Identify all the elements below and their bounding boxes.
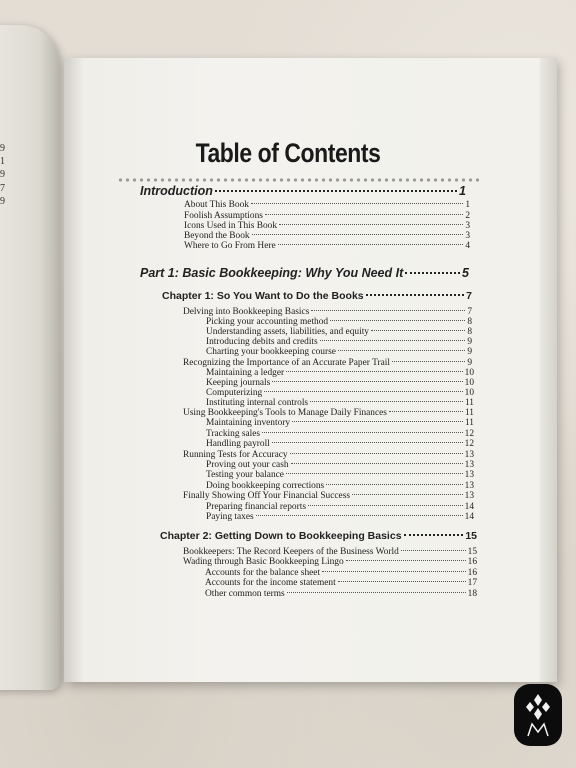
toc-entry xyxy=(184,200,470,210)
page-edge xyxy=(540,58,557,682)
toc-entry xyxy=(206,317,472,327)
toc-entry-title: Testing your balance xyxy=(206,470,284,480)
toc-page-number: 12 xyxy=(464,429,474,439)
toc-entry xyxy=(183,408,474,418)
toc-page-number: 13 xyxy=(464,450,474,460)
toc-page-number: 5 xyxy=(462,266,469,280)
toc-entry-title: Icons Used in This Book xyxy=(184,221,278,231)
left-page-number: 7 xyxy=(0,183,5,194)
toc-entry-title: Proving out your cash xyxy=(206,460,289,470)
toc-entry-title: Accounts for the balance sheet xyxy=(205,568,321,578)
page-title: Table of Contents xyxy=(195,138,381,168)
toc-leader-dots xyxy=(401,550,466,551)
toc-entry-title: Instituting internal controls xyxy=(206,398,309,408)
toc-leader-dots xyxy=(389,411,463,412)
toc-page-number: 4 xyxy=(465,241,470,251)
toc-entry-title: Charting your bookkeeping course xyxy=(206,347,336,357)
toc-page-number: 1 xyxy=(459,184,466,198)
toc-leader-dots xyxy=(278,244,464,245)
toc-page-number: 8 xyxy=(467,317,472,327)
toc-entry-title: Handling payroll xyxy=(206,439,270,449)
toc-entry-title: Picking your accounting method xyxy=(206,317,329,327)
toc-entry xyxy=(206,512,474,522)
toc-entry-title: Accounts for the income statement xyxy=(205,578,336,588)
toc-page-number: 7 xyxy=(466,290,472,302)
toc-page-number: 14 xyxy=(464,512,474,522)
toc-page-number: 7 xyxy=(467,307,472,317)
toc-entry xyxy=(140,184,466,198)
toc-leader-dots xyxy=(326,484,462,485)
toc-leader-dots xyxy=(291,463,463,464)
toc-entry-title: Chapter 2: Getting Down to Bookkeeping Basics xyxy=(160,530,402,542)
toc-leader-dots xyxy=(286,371,463,372)
left-page-number: 1 xyxy=(0,156,5,167)
toc-entry-title: Wading through Basic Bookkeeping Lingo xyxy=(183,557,344,567)
toc-page-number: 13 xyxy=(464,470,474,480)
toc-entry xyxy=(206,347,472,357)
toc-leader-dots xyxy=(320,340,466,341)
toc-page-number: 8 xyxy=(467,327,472,337)
toc-entry-title: Tracking sales xyxy=(206,429,261,439)
toc-entry xyxy=(206,502,474,512)
toc-entry xyxy=(206,368,474,378)
toc-page-number: 15 xyxy=(465,530,477,542)
toc-entry xyxy=(183,307,472,317)
toc-entry xyxy=(140,266,469,280)
toc-leader-dots xyxy=(252,234,464,235)
toc-page-number: 9 xyxy=(467,337,472,347)
toc-entry-title: Running Tests for Accuracy xyxy=(183,450,288,460)
toc-entry-title: Recognizing the Importance of an Accurate Paper Trail xyxy=(183,358,390,368)
toc-leader-dots xyxy=(215,190,457,192)
toc-entry-title: About This Book xyxy=(184,200,249,210)
toc-entry xyxy=(206,378,474,388)
toc-page-number: 15 xyxy=(467,547,477,557)
watermark-logo xyxy=(514,684,562,746)
toc-entry xyxy=(205,568,477,578)
toc-entry xyxy=(162,290,472,302)
toc-page-number: 2 xyxy=(465,211,470,221)
toc-page-number: 10 xyxy=(464,368,474,378)
toc-page-number: 3 xyxy=(465,221,470,231)
toc-entry-title: Using Bookkeeping's Tools to Manage Daily Finances xyxy=(183,408,387,418)
toc-entry xyxy=(206,418,474,428)
left-page-number: 9 xyxy=(0,169,5,180)
toc-leader-dots xyxy=(392,361,465,362)
toc-entry xyxy=(184,221,470,231)
toc-entry xyxy=(160,530,477,542)
toc-page-number: 14 xyxy=(464,502,474,512)
toc-leader-dots xyxy=(311,310,465,311)
toc-leader-dots xyxy=(338,350,465,351)
toc-entry xyxy=(183,547,477,557)
toc-entry-title: Maintaining inventory xyxy=(206,418,291,428)
toc-page-number: 18 xyxy=(467,589,477,599)
left-page-number: 9 xyxy=(0,196,5,207)
toc-entry-title: Doing bookkeeping corrections xyxy=(206,481,325,491)
toc-entry xyxy=(183,557,477,567)
toc-page-number: 13 xyxy=(464,481,474,491)
toc-page-number: 9 xyxy=(467,347,472,357)
toc-entry xyxy=(206,327,472,337)
toc-page-number: 16 xyxy=(467,557,477,567)
toc-entry-title: Finally Showing Off Your Financial Success xyxy=(183,491,351,501)
diamond-logo-icon xyxy=(514,684,562,746)
toc-entry-title: Computerizing xyxy=(206,388,263,398)
toc-page-number: 1 xyxy=(465,200,470,210)
toc-page-number: 9 xyxy=(467,358,472,368)
toc-leader-dots xyxy=(264,391,462,392)
toc-entry xyxy=(206,337,472,347)
toc-leader-dots xyxy=(366,294,465,296)
toc-leader-dots xyxy=(346,560,466,561)
toc-entry xyxy=(205,578,477,588)
toc-leader-dots xyxy=(338,581,466,582)
toc-entry xyxy=(206,481,474,491)
toc-entry xyxy=(184,241,470,251)
toc-entry-title: Bookkeepers: The Record Keepers of the Business World xyxy=(183,547,399,557)
toc-leader-dots xyxy=(251,203,463,204)
toc-entry-title: Foolish Assumptions xyxy=(184,211,263,221)
toc-entry xyxy=(183,491,474,501)
toc-leader-dots xyxy=(330,320,465,321)
left-page-number: 9 xyxy=(0,143,5,154)
toc-leader-dots xyxy=(310,401,463,402)
toc-leader-dots xyxy=(352,494,463,495)
toc-entry-title: Where to Go From Here xyxy=(184,241,276,251)
toc-entry-title: Introduction xyxy=(140,184,213,198)
toc-leader-dots xyxy=(279,224,463,225)
toc-entry xyxy=(206,460,474,470)
toc-entry xyxy=(206,388,474,398)
toc-entry xyxy=(206,470,474,480)
toc-entry-title: Delving into Bookkeeping Basics xyxy=(183,307,310,317)
toc-entry xyxy=(206,439,474,449)
toc-entry xyxy=(205,589,477,599)
toc-page-number: 11 xyxy=(464,408,474,418)
toc-page-number: 12 xyxy=(464,439,474,449)
toc-page-number: 10 xyxy=(464,378,474,388)
toc-leader-dots xyxy=(371,330,465,331)
toc-entry-title: Introducing debits and credits xyxy=(206,337,318,347)
toc-entry-title: Understanding assets, liabilities, and equity xyxy=(206,327,369,337)
toc-entry-title: Other common terms xyxy=(205,589,285,599)
toc-entry xyxy=(183,450,474,460)
toc-entry-title: Maintaining a ledger xyxy=(206,368,285,378)
left-book-page xyxy=(0,25,60,690)
toc-entry xyxy=(206,429,474,439)
toc-page-number: 17 xyxy=(467,578,477,588)
toc-leader-dots xyxy=(262,432,463,433)
toc-leader-dots xyxy=(287,592,466,593)
toc-page-number: 11 xyxy=(464,418,474,428)
toc-entry-title: Paying taxes xyxy=(206,512,254,522)
toc-leader-dots xyxy=(272,442,463,443)
toc-entry-title: Preparing financial reports xyxy=(206,502,306,512)
toc-leader-dots xyxy=(404,534,464,536)
toc-page-number: 13 xyxy=(464,460,474,470)
toc-page-number: 10 xyxy=(464,388,474,398)
toc-leader-dots xyxy=(256,515,463,516)
toc-leader-dots xyxy=(322,571,466,572)
toc-entry xyxy=(184,231,470,241)
toc-entry xyxy=(183,358,472,368)
toc-entry-title: Beyond the Book xyxy=(184,231,250,241)
toc-page-number: 13 xyxy=(464,491,474,501)
toc-entry xyxy=(184,211,470,221)
toc-page-number: 3 xyxy=(465,231,470,241)
toc-leader-dots xyxy=(308,505,463,506)
toc-leader-dots xyxy=(290,453,463,454)
dotted-rule xyxy=(117,177,479,183)
toc-leader-dots xyxy=(286,473,463,474)
toc-leader-dots xyxy=(405,272,460,274)
toc-entry-title: Part 1: Basic Bookkeeping: Why You Need It xyxy=(140,266,404,280)
toc-leader-dots xyxy=(265,214,463,215)
toc-entry-title: Chapter 1: So You Want to Do the Books xyxy=(162,290,364,302)
toc-entry xyxy=(206,398,474,408)
toc-leader-dots xyxy=(272,381,462,382)
toc-leader-dots xyxy=(292,421,463,422)
toc-page-number: 11 xyxy=(464,398,474,408)
toc-page-number: 16 xyxy=(467,568,477,578)
toc-entry-title: Keeping journals xyxy=(206,378,271,388)
